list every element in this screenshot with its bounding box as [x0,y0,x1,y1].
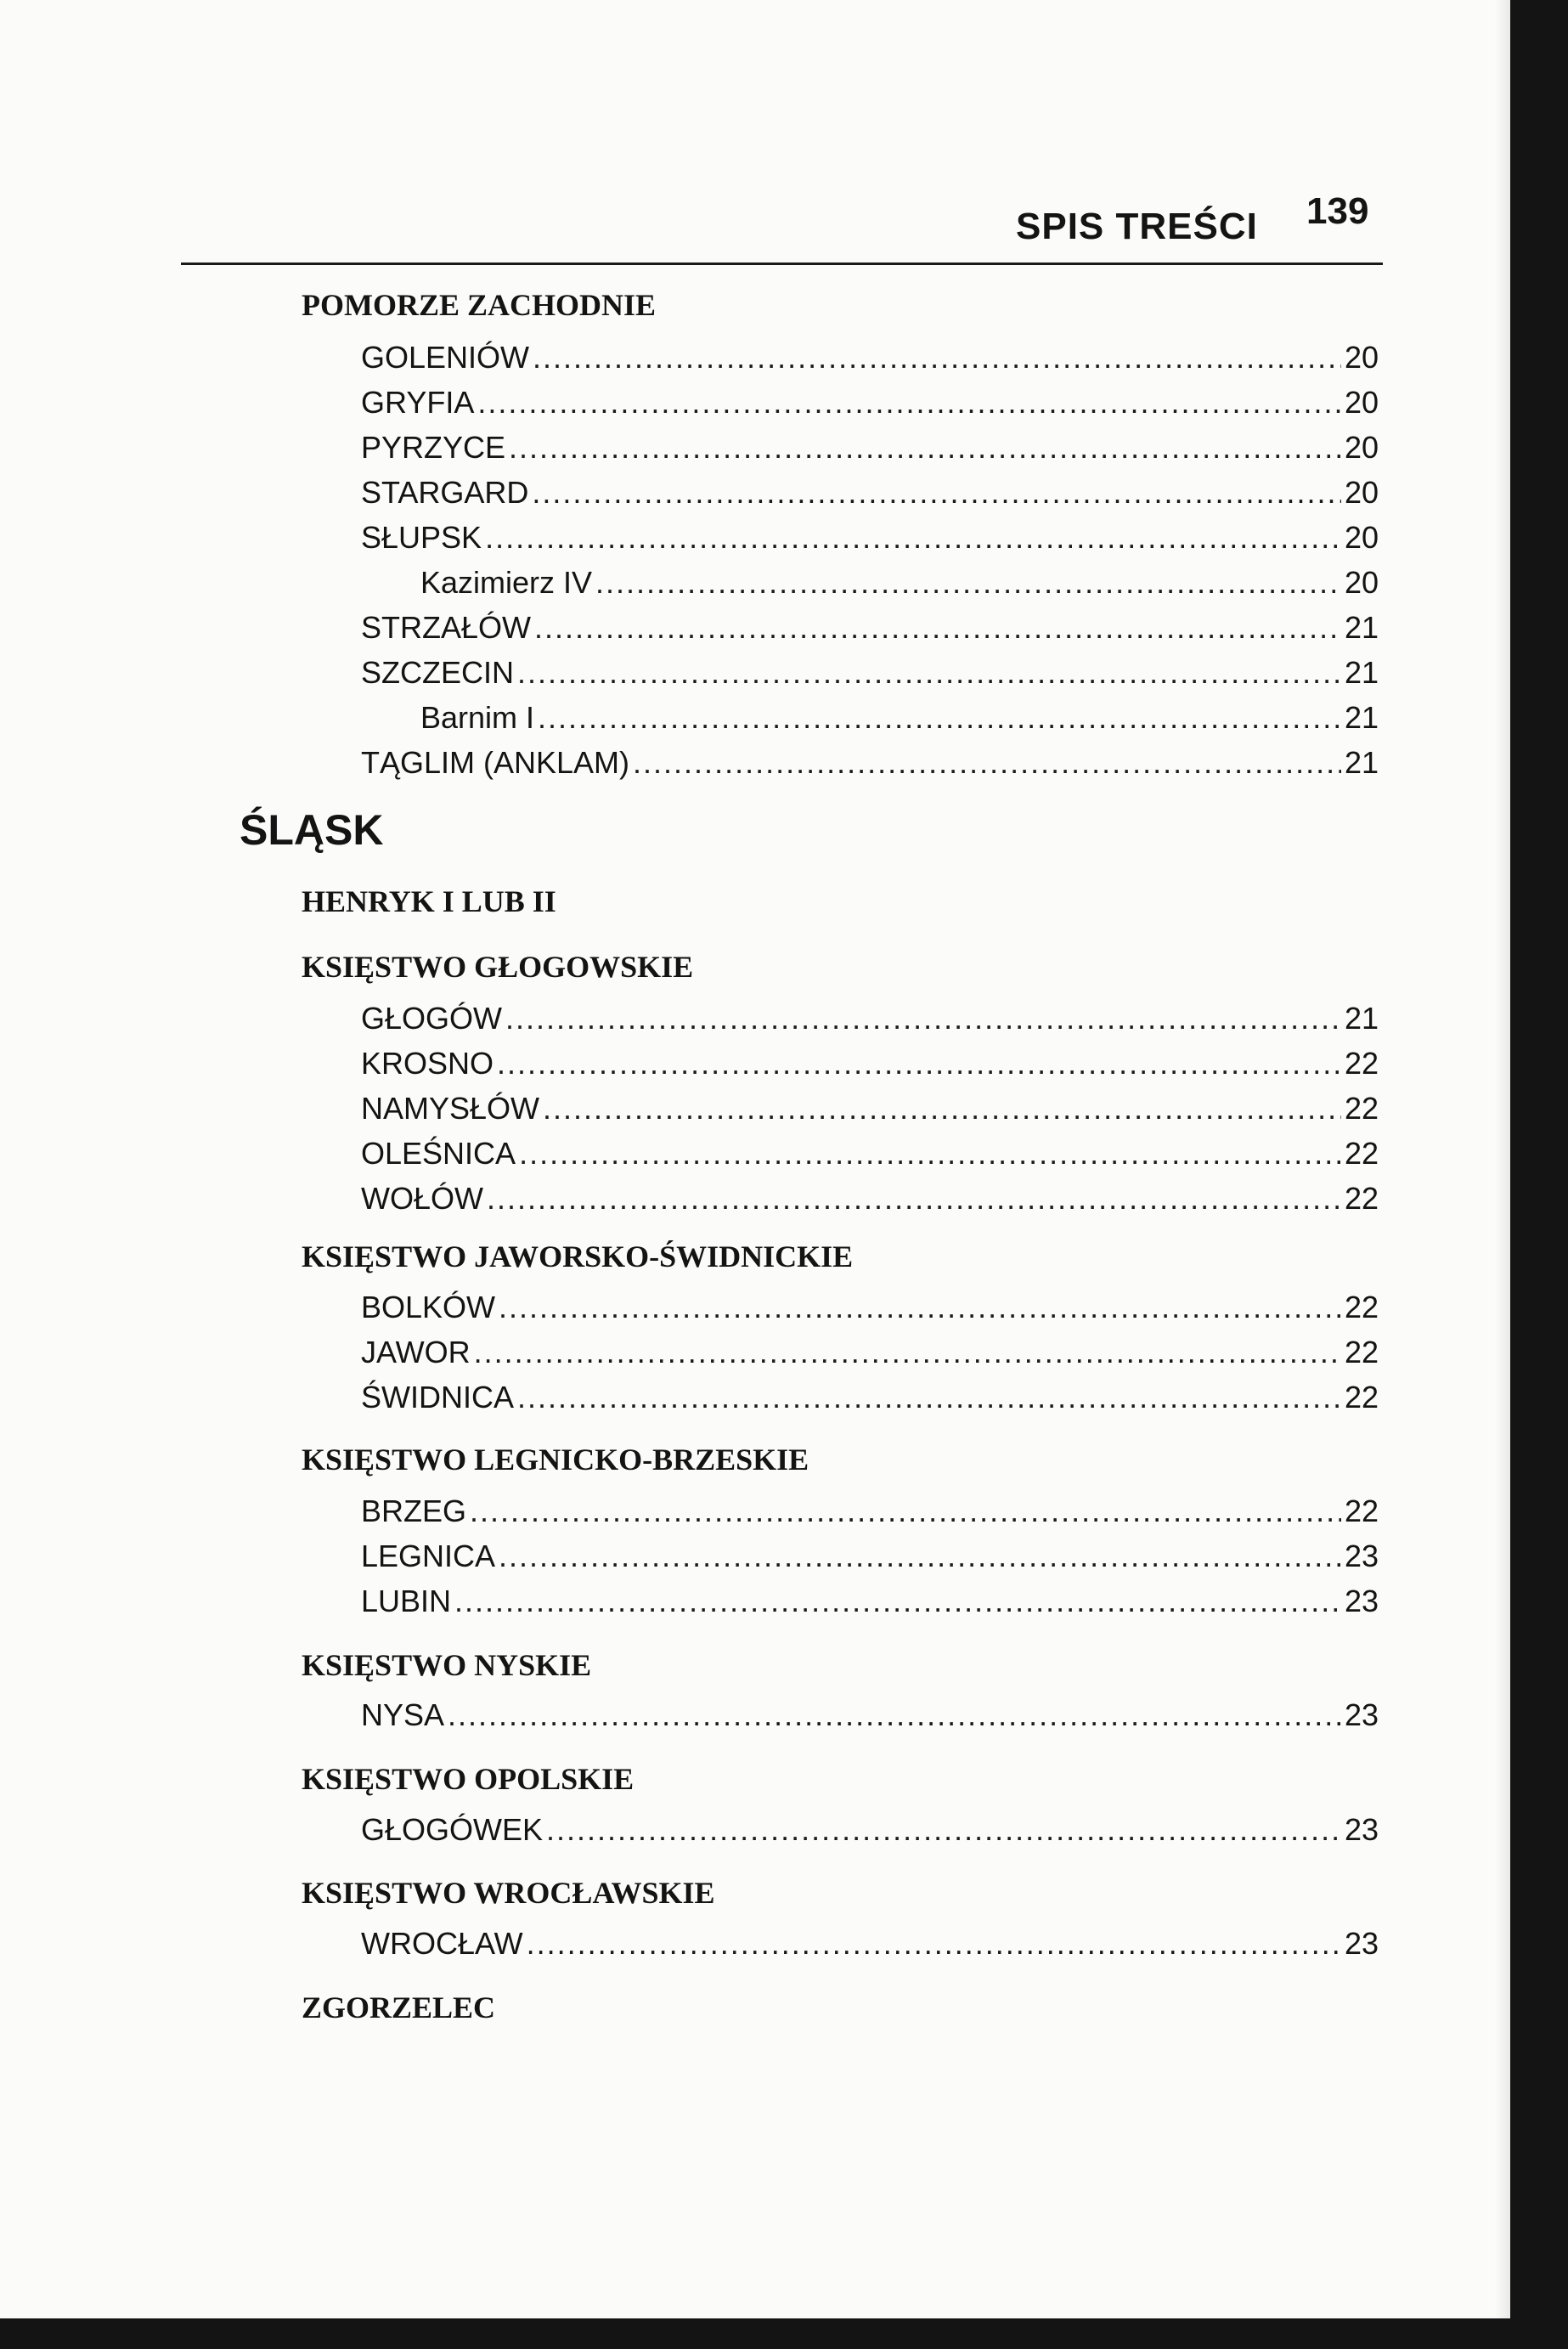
toc-entry-label: PYRZYCE [361,430,506,465]
toc-entry-page: 23 [1344,1697,1379,1732]
toc-entry-label: LUBIN [361,1584,452,1618]
toc-subentry[interactable] [420,565,1379,601]
leader-dots [448,1697,1341,1733]
toc-entry-page: 20 [1344,430,1379,465]
toc-entry[interactable] [361,385,1379,421]
toc-entry[interactable] [361,340,1379,376]
toc-entry[interactable] [361,1926,1379,1962]
toc-entry-label: LEGNICA [361,1539,496,1573]
leader-dots [497,1046,1341,1081]
toc-entry[interactable] [361,1539,1379,1574]
page-header-title: SPIS TREŚCI [1016,206,1258,247]
toc-entry-label: STARGARD [361,475,529,510]
toc-entry-page: 20 [1344,475,1379,510]
section-heading-henryk: HENRYK I LUB II [302,884,556,918]
leader-dots [487,1181,1341,1217]
toc-entry-label: TĄGLIM (ANKLAM) [361,745,630,780]
toc-entry[interactable] [361,1046,1379,1081]
toc-entry-label: GRYFIA [361,385,475,420]
section-heading-pomorze-zachodnie: POMORZE ZACHODNIE [302,288,657,322]
toc-entry[interactable] [361,1181,1379,1217]
leader-dots [474,1335,1341,1370]
toc-entry-label: BRZEG [361,1494,467,1528]
toc-entry-label: Barnim I [420,700,535,735]
toc-entry-page: 23 [1344,1812,1379,1847]
leader-dots [454,1584,1341,1619]
toc-entry-page: 23 [1344,1584,1379,1618]
leader-dots [499,1290,1341,1325]
leader-dots [543,1091,1341,1127]
toc-entry-page: 21 [1344,745,1379,780]
leader-dots [517,1380,1341,1415]
toc-entry-page: 21 [1344,610,1379,645]
leader-dots [470,1494,1341,1529]
section-heading-nyskie: KSIĘSTWO NYSKIE [302,1648,592,1682]
toc-subentry[interactable] [420,700,1379,736]
toc-entry-label: SZCZECIN [361,655,514,690]
toc-entry-label: GOLENIÓW [361,340,530,375]
toc-entry[interactable] [361,1001,1379,1036]
leader-dots [527,1926,1341,1962]
toc-entry-label: NAMYSŁÓW [361,1091,540,1126]
toc-entry-page: 21 [1344,655,1379,690]
section-heading-zgorzelec: ZGORZELEC [302,1990,496,2024]
leader-dots [533,340,1341,376]
toc-entry-page: 23 [1344,1539,1379,1573]
toc-entry-page: 20 [1344,385,1379,420]
page-edge [1495,0,1510,2318]
section-heading-jaworsko-swidnickie: KSIĘSTWO JAWORSKO-ŚWIDNICKIE [302,1239,854,1273]
leader-dots [499,1539,1341,1574]
toc-entry[interactable] [361,1335,1379,1370]
toc-entry-page: 20 [1344,520,1379,555]
toc-entry[interactable] [361,1584,1379,1619]
toc-entry[interactable] [361,520,1379,556]
section-heading-opolskie: KSIĘSTWO OPOLSKIE [302,1762,635,1796]
leader-dots [538,700,1341,736]
toc-entry-label: OLEŚNICA [361,1136,516,1171]
toc-entry-label: JAWOR [361,1335,471,1369]
toc-entry-page: 22 [1344,1380,1379,1414]
leader-dots [534,610,1341,646]
toc-entry-label: Kazimierz IV [420,565,593,600]
toc-entry-page: 22 [1344,1290,1379,1324]
toc-entry[interactable] [361,1697,1379,1733]
toc-entry[interactable] [361,1091,1379,1127]
toc-entry-page: 22 [1344,1494,1379,1528]
leader-dots [509,430,1341,466]
toc-entry[interactable] [361,1290,1379,1325]
toc-entry-page: 22 [1344,1046,1379,1081]
toc-entry-label: ŚWIDNICA [361,1380,514,1414]
section-heading-glogowskie: KSIĘSTWO GŁOGOWSKIE [302,950,694,984]
leader-dots [517,655,1341,691]
section-heading-wroclawskie: KSIĘSTWO WROCŁAWSKIE [302,1876,715,1910]
toc-entry-page: 22 [1344,1091,1379,1126]
toc-entry-label: WOŁÓW [361,1181,483,1216]
toc-entry-page: 22 [1344,1136,1379,1171]
toc-entry-page: 22 [1344,1335,1379,1369]
toc-entry-page: 20 [1344,340,1379,375]
toc-entry-page: 20 [1344,565,1379,600]
toc-entry[interactable] [361,610,1379,646]
leader-dots [633,745,1341,781]
toc-entry[interactable] [361,475,1379,511]
leader-dots [519,1136,1341,1172]
leader-dots [595,565,1341,601]
toc-entry-label: NYSA [361,1697,445,1732]
leader-dots [532,475,1341,511]
toc-entry-page: 21 [1344,700,1379,735]
leader-dots [485,520,1341,556]
toc-entry[interactable] [361,655,1379,691]
toc-entry-page: 21 [1344,1001,1379,1036]
toc-entry-label: GŁOGÓW [361,1001,503,1036]
toc-entry[interactable] [361,1494,1379,1529]
toc-entry[interactable] [361,1380,1379,1415]
leader-dots [477,385,1341,421]
toc-entry[interactable] [361,745,1379,781]
toc-entry-label: KROSNO [361,1046,494,1081]
toc-entry[interactable] [361,430,1379,466]
toc-entry-label: SŁUPSK [361,520,482,555]
toc-entry[interactable] [361,1136,1379,1172]
toc-entry-page: 22 [1344,1181,1379,1216]
toc-entry-label: BOLKÓW [361,1290,496,1324]
leader-dots [505,1001,1341,1036]
page-number: 139 [1306,190,1369,232]
toc-entry-label: STRZAŁÓW [361,610,532,645]
toc-entry-page: 23 [1344,1926,1379,1961]
toc-entry-label: WROCŁAW [361,1926,523,1961]
region-heading-slask: ŚLĄSK [240,806,384,854]
toc-entry[interactable] [361,1812,1379,1848]
toc-entry-label: GŁOGÓWEK [361,1812,544,1847]
section-heading-legnicko-brzeskie: KSIĘSTWO LEGNICKO-BRZESKIE [302,1443,809,1477]
leader-dots [546,1812,1341,1848]
